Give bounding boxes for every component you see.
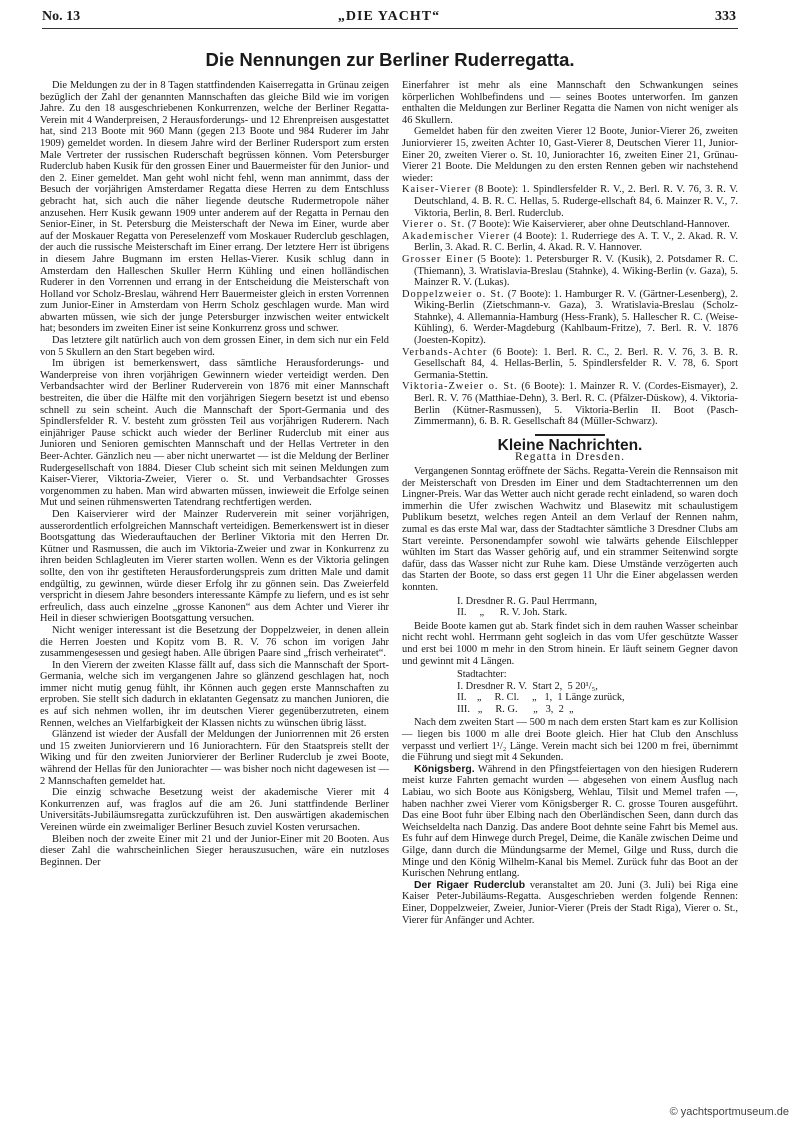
category-name: Viktoria-Zweier o. St. [402, 381, 518, 393]
stadtachter-label: Stadtachter: [457, 669, 507, 681]
article-title: Die Nennungen zur Berliner Ruderregatta. [205, 49, 575, 70]
paragraph: Gemeldet haben für den zweiten Vierer 12 Boote, Junior-Vierer 26, zweiten Juniorvierer 15, zweiten Achter 10, Gast-Vierer 8, Deutschen Vierer 11, Junior-Einer 20, zweiten Vierer o. St. 10, Juniorachter 16, zweiten Einer 21, Grünau-Vierer 21 Boote. Die Meldungen zu den ersten Rennen geben wir nachstehend wieder: [402, 126, 738, 184]
paragraph-text: veranstaltet am 20. Juni (3. Juli) bei Riga eine Kaiser Peter-Jubiläums-Regatta. Ausgeschrieben werden folgende Rennen: Einer, Doppelzweier, Zweier, Junior-Vierer (Preis der Stadt Riga), Vierer o. St., Vierer für Anfänger und Achter. [402, 879, 738, 926]
section-divider [535, 434, 605, 436]
paragraph: Nach dem zweiten Start — 500 m nach dem ersten Start kam es zur Kollision — liegen bis 1000 m alle drei Boote gleich. Hier hat Club den Anschluss verpasst und verliert 1¹/₂ Länge. Verein macht sich bei 1200 m frei, übernimmt die Führung und siegt mit 4 Sekunden. [402, 717, 738, 764]
left-column [40, 80, 389, 868]
result-row: II. „ R. Cl. „ 1, 1 Länge zurück, [457, 692, 625, 704]
news-subtitle: Regatta in Dresden. [514, 451, 625, 464]
entry-doppelzweier [402, 289, 738, 347]
page-number: 333 [715, 9, 736, 24]
paragraph: Das letztere gilt natürlich auch von dem grossen Einer, in dem sich nur ein Feld von 5 Skullern an den Start begeben wird. [40, 335, 389, 358]
result-row: II. „ R. V. Joh. Stark. [457, 607, 568, 619]
header-rule [42, 28, 738, 29]
paragraph: Die Meldungen zu der in 8 Tagen stattfindenden Kaiserregatta in Grünau zeigen bezüglich der Zahl der genannten Mannschaften das gleiche Bild wie im vorigen Jahre. Zu den 18 ausgeschriebenen Konkurrenzen, welche der Berliner Regatta-Verein mit 4 Wanderpreisen, 2 Herausforderungs- und 12 Ehrenpreisen ausgestattet hat, sind 213 Boote mit 960 Mann (gegen 213 Boote und 984 Ruderer im Jahr 1909) gemeldet worden. In diesem Jahre wird der Berliner Rudersport zum ersten Male Vertreter der russischen Ruderschaft begrüssen können. Vom Petersburger Ruderclub haben Kusik für den grossen Einer und Bauermeister für den Junior- und den 2. Einer gemeldet. Man geht wohl nicht fehl, wenn man annimmt, dass der Besuch der vorjährigen Amsterdamer Regatta diese Herren zu dem Entschluss gebracht hat, sich auch die näher liegende deutsche Rudermetropole näher anzusehen. Herr Kusik gewann 1909 unter anderem auf der Regatta in Pernau den Senior-Einer, in St. Petersburg die Meisterschaft der Newa im Einer, wurde aber auf der Moskauer Regatta von Pereselenzeff vom Moskauer Ruderclub geschlagen, der auch die russische Meisterschaft im Einer errang. Der letztere Herr ist übrigens in diesem Jahre Bugmann im ersten Hellas-Vierer. Kusik schlug dann in Amsterdam den Halleschen Skuller Herrn Kühling und einen holländischen Ruderer in den Vorrennen und errang in der Entscheidung die Meisterschaft von Holland vor Scholz-Breslau, während Herr Bauermeister gleich in ersten Vorrennen zum Junior-Einer in Amsterdam von Herrn Scholz geschlagen wurde. Man wird abwarten müssen, wie sich der junge Petersburger inzwischen weiter entwickelt hat; besonders im zweiten Einer ist seine Konkurrenz gross und schwer. [40, 80, 389, 335]
entry-viktoria-zweier [402, 381, 738, 427]
category-entries: (7 Boote): Wie Kaiservierer, aber ohne Deutschland-Hannover. [467, 219, 730, 231]
category-name: Kaiser-Vierer [402, 184, 472, 196]
category-entries: (5 Boote): 1. Petersburger R. V. (Kusik), 2. Potsdamer R. C. (Thiemann), 3. Wratislavia-Breslau (Stahnke), 4. Wiking-Berlin (v. Gaza), 5. Mainzer R. V. (Lukas). [414, 253, 738, 289]
paragraph: Bleiben noch der zweite Einer mit 21 und der Junior-Einer mit 20 Booten. Aus dieser Zahl die wahrscheinlichen Sieger herauszusuchen, wäre ein nutzloses Beginnen. Der [40, 833, 389, 868]
entry-verbands-achter [402, 347, 738, 382]
category-entries: (4 Boote): 1. Ruderriege des A. T. V., 2. Akad. R. V. Berlin, 3. Akad. R. C. Berlin, 4. Akad. R. V. Hannover. [414, 230, 738, 254]
entry-akademischer-vierer [402, 231, 738, 254]
category-name: Verbands-Achter [402, 346, 488, 358]
result-row: I. Dresdner R. V. Start 2, 5 20¹/₅, [457, 680, 598, 692]
right-column [402, 80, 738, 926]
entry-kaiser-vierer [402, 184, 738, 219]
paragraph: Nicht weniger interessant ist die Besetzung der Doppelzweier, in denen allein die Herren Joesten und Kopitz vom B. R. V. 76 schon im vorigen Jahr zusammengesessen und gesiegt haben. Alle übrigen Paare sind „frisch verheiratet“. [40, 624, 389, 660]
category-name: Vierer o. St. [402, 219, 466, 231]
page-header [42, 5, 736, 29]
achter-results [402, 669, 738, 715]
category-entries: (7 Boote): 1. Hamburger R. V. (Gärtner-Lesenberg), 2. Wiking-Berlin (Zietschmann-v. Gaza), 3. Wratislavia-Breslau (Scholz-Stahnke), 4. Allemannia-Hamburg (Hess-Frank), 5. Hallescher R. C. (Weise-Kühling), 6. Werder-Magdeburg (Kahlbaum-Fritze), 7. Berl. R. V. 1876 (Joesten-Kopitz). [414, 288, 739, 347]
paragraph: Den Kaiservierer wird der Mainzer Ruderverein mit seiner vorjährigen, ausserordentlich erfolgreichen Mannschaft verteidigen. Bemerkenswert ist in dieser Bootsgattung das Wiederauftauchen der Berliner Viktoria mit den Herren Dr. Kütner und Rasmussen, die auch im Viktoria-Zweier und zwar in Konkurrenz zu ihren beiden Schlagleuten im Vierer starten wollen. Wenn es der Viktoria gelingen sollte, den von ihr gestifteten Herausforderungspreis zum dritten Male und damit endgültig, zu gewinnen, würde dieser Erfolg ihr zu gönnen sein. Das Zweierfeld verspricht in diesem Jahre besonders interessante Kämpfe zu liefern, und es ist sehr erfreulich, dass auch einzelne „grosse Kanonen“ aus dem Achter und Vierer ihr Heil in dieser schwierigen Bootsgattung versuchen. [40, 508, 389, 625]
category-entries: (6 Boote): 1. Mainzer R. V. (Cordes-Eismayer), 2. Berl. R. V. 76 (Matthiae-Dehn), 3. Berl. R. C. (Pfälzer-Düskow), 4. Viktoria-Berlin (Kütner-Rasmussen), 5. Viktoria-Berlin II. Boot (Pasch-Zimmermann), 6. B. R. Gesellschaft 84 (Müller-Schwarz). [414, 381, 738, 428]
city-name: Königsberg. [414, 763, 475, 775]
category-name: Doppelzweier o. St. [402, 288, 505, 300]
paragraph: Die einzig schwache Besetzung weist der akademische Vierer mit 4 Konkurrenzen auf, was fraglos auf die am 26. Juni stattfindende Berliner Universitäts-Jubiläumsregatta zurückzuführen ist. Den auswärtigen akademischen Vereinen würde ein zweimaliger Berliner Besuch zuviel Kosten verursachen. [40, 787, 389, 833]
paragraph: Vergangenen Sonntag eröffnete der Sächs. Regatta-Verein die Rennsaison mit der Meisterschaft von Dresden im Einer und dem Stadtachterrennen um den Lingner-Preis. War das Wetter auch nicht gerade recht einladend, so waren doch immerhin die Ufer zwischen Wachwitz und Blasewitz mit schaulustigem Publikum besetzt, welches regen Anteil an dem Verlauf der Rennen nahm, zumal es das erste Mal war, dass der Stadtachter sämtliche 3 Dresdner Clubs am Start vereinte. Personendampfer sowohl wie talwärts gehende Eilschlepper wühlten im Start das Wasser gehörig auf, und ein strammer Seitenwind sorgte dafür, dass das Wasser nicht zur Ruhe kam. Diese Umstände verzögerten auch das Starten der Boote, so dass erst gegen 11 Uhr die Einer abgelassen werden konnten. [402, 466, 738, 593]
paragraph: Im übrigen ist bemerkenswert, dass sämtliche Herausforderungs- und Wanderpreise von ihren vorjährigen Gewinnern wieder verteidigt werden. Den Verbandsachter wird der Berliner Ruderverein von 1876 mit einer Mannschaft bestreiten, die über die Hälfte mit den vorjährigen Siegern besetzt ist und ebenso schnell zu sein scheint. Auch die Mannschaft der Sport-Germania und des Spindlersfelder R. V. besteht zum grössten Teil aus vorjährigen Ruderern. Nach einjähriger Pause schickt auch wieder der Berliner Ruderclub mit einer aus Junioren und Senioren gemischten Mannschaft und der Hellas Vertreter in den Beer-Achter. Gänzlich neu — aber nicht unerwartet — ist die Meldung der Berliner Rudergesellschaft von 1884. Dieser Club scheint sich mit seinen Meldungen zum Kaiser-Vierer, Viktoria-Zweier, Vierer o. St. und Verbandsachter Grosses vorgenommen zu haben. Man wird abwarten müssen, inwieweit die Erfolge seinen Mut und seinen rühmenswerten Tatendrang rechtfertigen werden. [40, 358, 389, 509]
paragraph: Einerfahrer ist mehr als eine Mannschaft den Schwankungen seines körperlichen Wohlbefindens und — seines Bootes unterworfen. Im ganzen enthalten die Meldungen zur Berliner Regatta die Namen von nicht weniger als 46 Skullern. [402, 80, 738, 126]
einer-results [402, 596, 738, 619]
paragraph: In den Vierern der zweiten Klasse fällt auf, dass sich die Mannschaft der Sport-Germania, welche sich im vergangenen Jahre so glänzend geschlagen hat, noch immer nicht mutig genug fühlt, ihr Können auch gegen erste Mannschaften zu erproben. Sie stellt sich dadurch in eklatanten Gegensatz zu manchen Junioren, die es auf sich nehmen wollen, ihr im deutschen Vierer gegenüberzutreten, einem Rennen, welches an Vielfarbigkeit der Klassen nichts zu wünschen übrig lässt. [40, 659, 389, 729]
category-name: Grosser Einer [402, 253, 474, 265]
club-name: Der Rigaer Ruderclub [414, 879, 526, 891]
paragraph: Beide Boote kamen gut ab. Stark findet sich in dem rauhen Wasser scheinbar nicht recht wohl. Herrmann geht sogleich in das vom Ufer geschützte Wasser und erst bei 1000 m mehr in den Strom hinein. Er läuft seinem Gegner davon und gewinnt mit 4 Längen. [402, 620, 738, 667]
paragraph: Glänzend ist wieder der Ausfall der Meldungen der Juniorrennen mit 26 ersten und 15 zweiten Juniorvierern und 16 Juniorachtern. Für den Staatspreis stellt der Wiking und für den zweiten Juniorvierer der Berliner Ruderclub je zwei Boote, während der Hellas für den Juniorachter — was bisher noch nicht dagewesen ist — 2 Mannschaften gemeldet hat. [40, 729, 389, 787]
entry-vierer-o-st [402, 219, 738, 231]
rigaer-paragraph [402, 880, 738, 926]
koenigsberg-paragraph [402, 764, 738, 880]
news-title: Kleine Nachrichten. [497, 436, 643, 454]
category-name: Akademischer Vierer [402, 230, 511, 242]
result-row: III. „ R. G. „ 3, 2 „ [457, 703, 574, 715]
issue-number: No. 13 [42, 9, 81, 24]
result-row: I. Dresdner R. G. Paul Herrmann, [457, 595, 597, 607]
category-entries: (8 Boote): 1. Spindlersfelder R. V., 2. Berl. R. V. 76, 3. R. V. Deutschland, 4. B. R. C. Hellas, 5. Ruderge-ellschaft 84, 6. Mainzer R. V., 7. Viktoria, Berlin, 8. Berl. Ruderclub. [414, 184, 738, 219]
paragraph-text: Während in den Pfingstfeiertagen von den hiesigen Ruderern meist kurze Fahrten gemacht wurden — abgesehen von einem Ausflug nach Labiau, wo sich Boote aus Königsberg, Wehlau, Tilsit und Memel trafen —, haben nachher zwei Vierer vom Königsberger R. C. grosse Touren ausgeführt. Das eine Boot fuhr über Elbing nach den Oberländischen Seen, dann durch das Weichseldelta nach Danzig. Das andere Boot dehnte seine Fahrt bis Memel aus. Es fuhr auf dem Hinwege durch Pregel, Deime, die Kanäle zwischen Deime und Gilge, dann durch die Mündungsarme der Memel, Gilge und Russ, durch die Minge und den König Wilhelm-Kanal bis Memel. Zurück fuhr das Boot an der Kurischen Nehrung entlang. [402, 763, 738, 880]
magazine-name: „DIE YACHT“ [337, 9, 441, 24]
watermark: © yachtsportmuseum.de [669, 1106, 789, 1118]
category-entries: (6 Boote): 1. Berl. R. C., 2. Berl. R. V. 76, 3. B. R. Gesellschaft 84, 4. Hellas-Berlin, 5. Spindlersfelder R. V. 78, 6. Sport Germania-Stettin. [414, 346, 738, 381]
entry-grosser-einer [402, 254, 738, 289]
